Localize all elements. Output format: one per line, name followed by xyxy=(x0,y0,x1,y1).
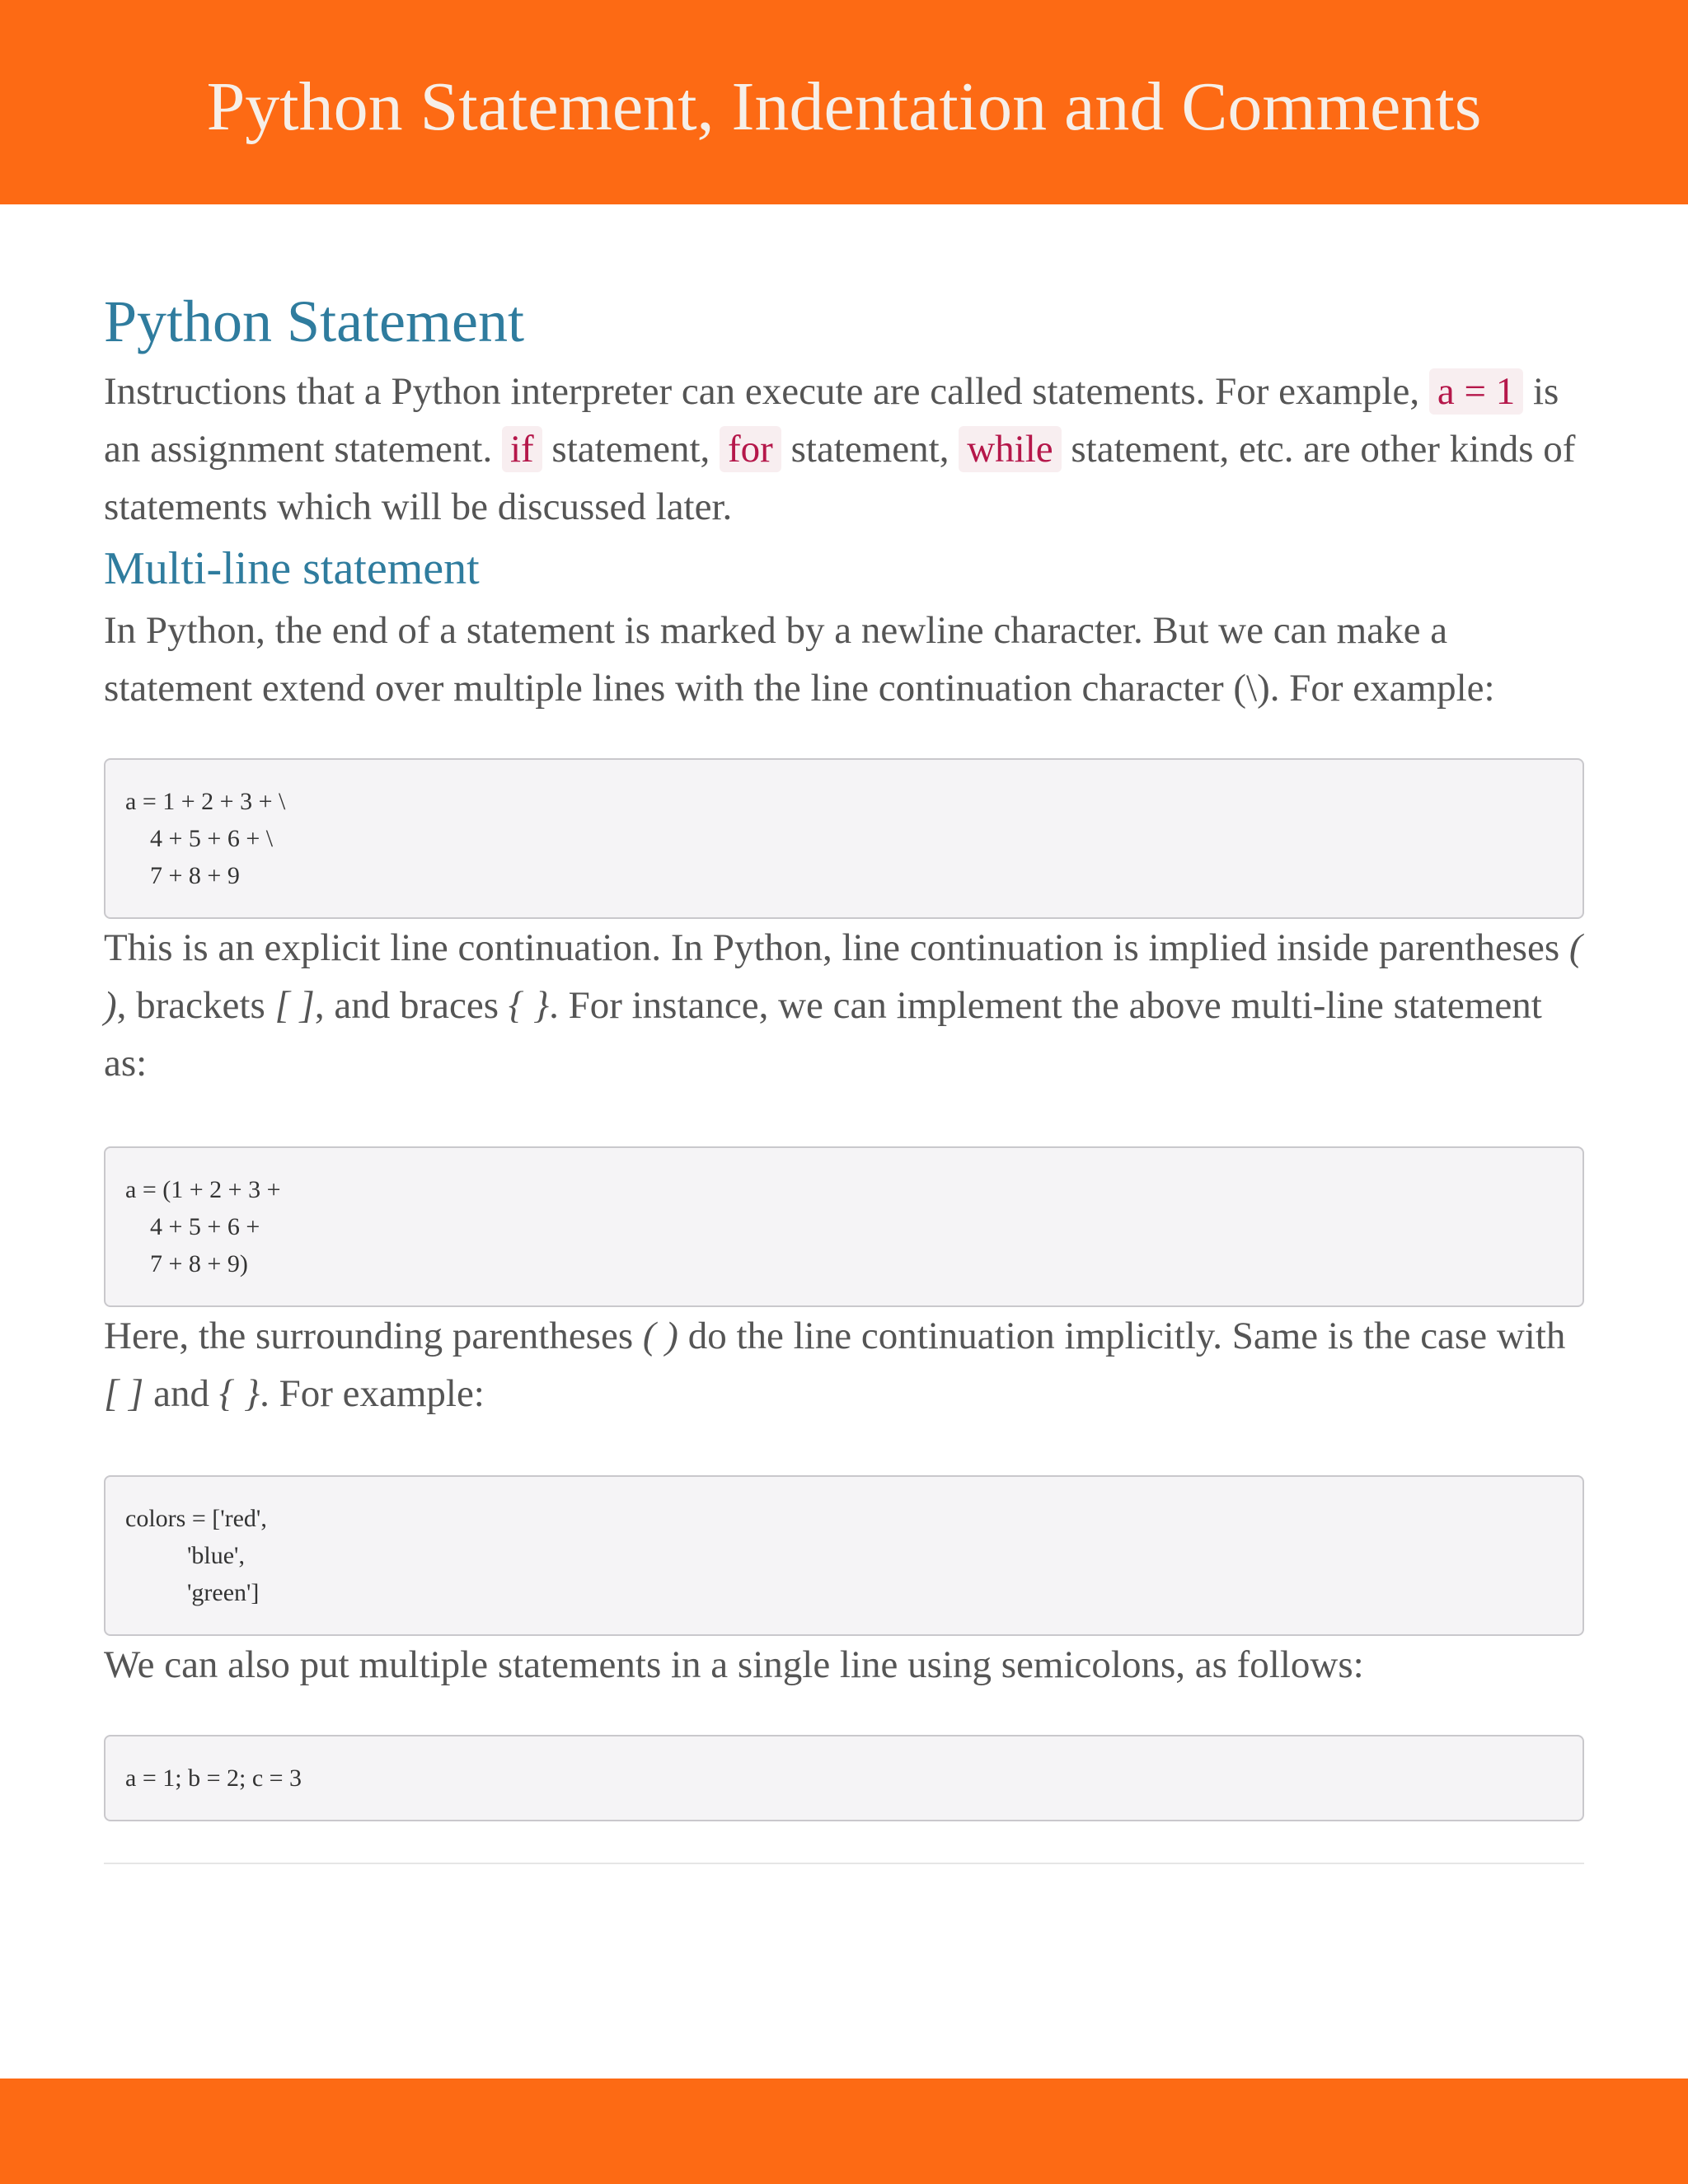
para2-text-4: . For instance, we can implement the above multi-line statement as: xyxy=(104,984,1542,1085)
intro-text-1: Instructions that a Python interpreter can execute are called statements. For example, xyxy=(104,370,1429,413)
intro-text-3: statement, xyxy=(542,428,720,471)
main-content xyxy=(104,280,1584,1864)
para2-text-1: This is an explicit line continuation. In Python, line continuation is implied inside parentheses xyxy=(104,926,1569,969)
para2-brackets: [ ] xyxy=(274,984,315,1027)
intro-text-2: is an assignment statement. xyxy=(104,370,1559,471)
para3-braces: { } xyxy=(218,1372,260,1415)
intro-text-4: statement, xyxy=(781,428,959,471)
semicolon-paragraph: We can also put multiple statements in a single line using semicolons, as follows: xyxy=(104,1643,1364,1686)
para2-text-2: , brackets xyxy=(116,984,275,1027)
inline-code-while: while xyxy=(959,426,1061,472)
para2-braces: { } xyxy=(508,984,550,1027)
section-title: Python Statement xyxy=(104,288,524,354)
inline-code-assignment: a = 1 xyxy=(1429,368,1523,415)
explicit-continuation-paragraph: In Python, the end of a statement is marked by a newline character. But we can make a statement extend over multiple lines with the line continuation character (\). For example: xyxy=(104,609,1495,710)
para3-text-4: . For example: xyxy=(260,1372,485,1415)
intro-text-5: statement, etc. are other kinds of statements which will be discussed later. xyxy=(104,428,1576,528)
implicit-continuation-paragraph xyxy=(104,919,1584,1092)
subsection-title: Multi-line statement xyxy=(104,543,480,594)
para3-parentheses: ( ) xyxy=(642,1315,678,1357)
footer-bar xyxy=(0,2079,1688,2184)
code-block-semicolons: a = 1; b = 2; c = 3 xyxy=(104,1735,1584,1821)
para2-parentheses: ( ) xyxy=(104,926,1582,1027)
para3-text-2: do the line continuation implicitly. Same is the case with xyxy=(678,1315,1566,1357)
inline-code-for: for xyxy=(720,426,781,472)
para3-text-1: Here, the surrounding parentheses xyxy=(104,1315,643,1357)
para3-brackets: [ ] xyxy=(104,1372,144,1415)
code-block-explicit: a = 1 + 2 + 3 + \ 4 + 5 + 6 + \ 7 + 8 + 9 xyxy=(104,758,1584,919)
divider xyxy=(104,1863,1584,1864)
surrounding-parentheses-paragraph xyxy=(104,1307,1584,1422)
para3-text-3: and xyxy=(143,1372,219,1415)
intro-paragraph xyxy=(104,363,1584,536)
page-title: Python Statement, Indentation and Comments xyxy=(206,68,1482,145)
code-block-parentheses: a = (1 + 2 + 3 + 4 + 5 + 6 + 7 + 8 + 9) xyxy=(104,1146,1584,1307)
header-banner xyxy=(0,0,1688,204)
code-block-list: colors = ['red', 'blue', 'green'] xyxy=(104,1475,1584,1636)
para2-text-3: , and braces xyxy=(314,984,509,1027)
inline-code-if: if xyxy=(502,426,542,472)
